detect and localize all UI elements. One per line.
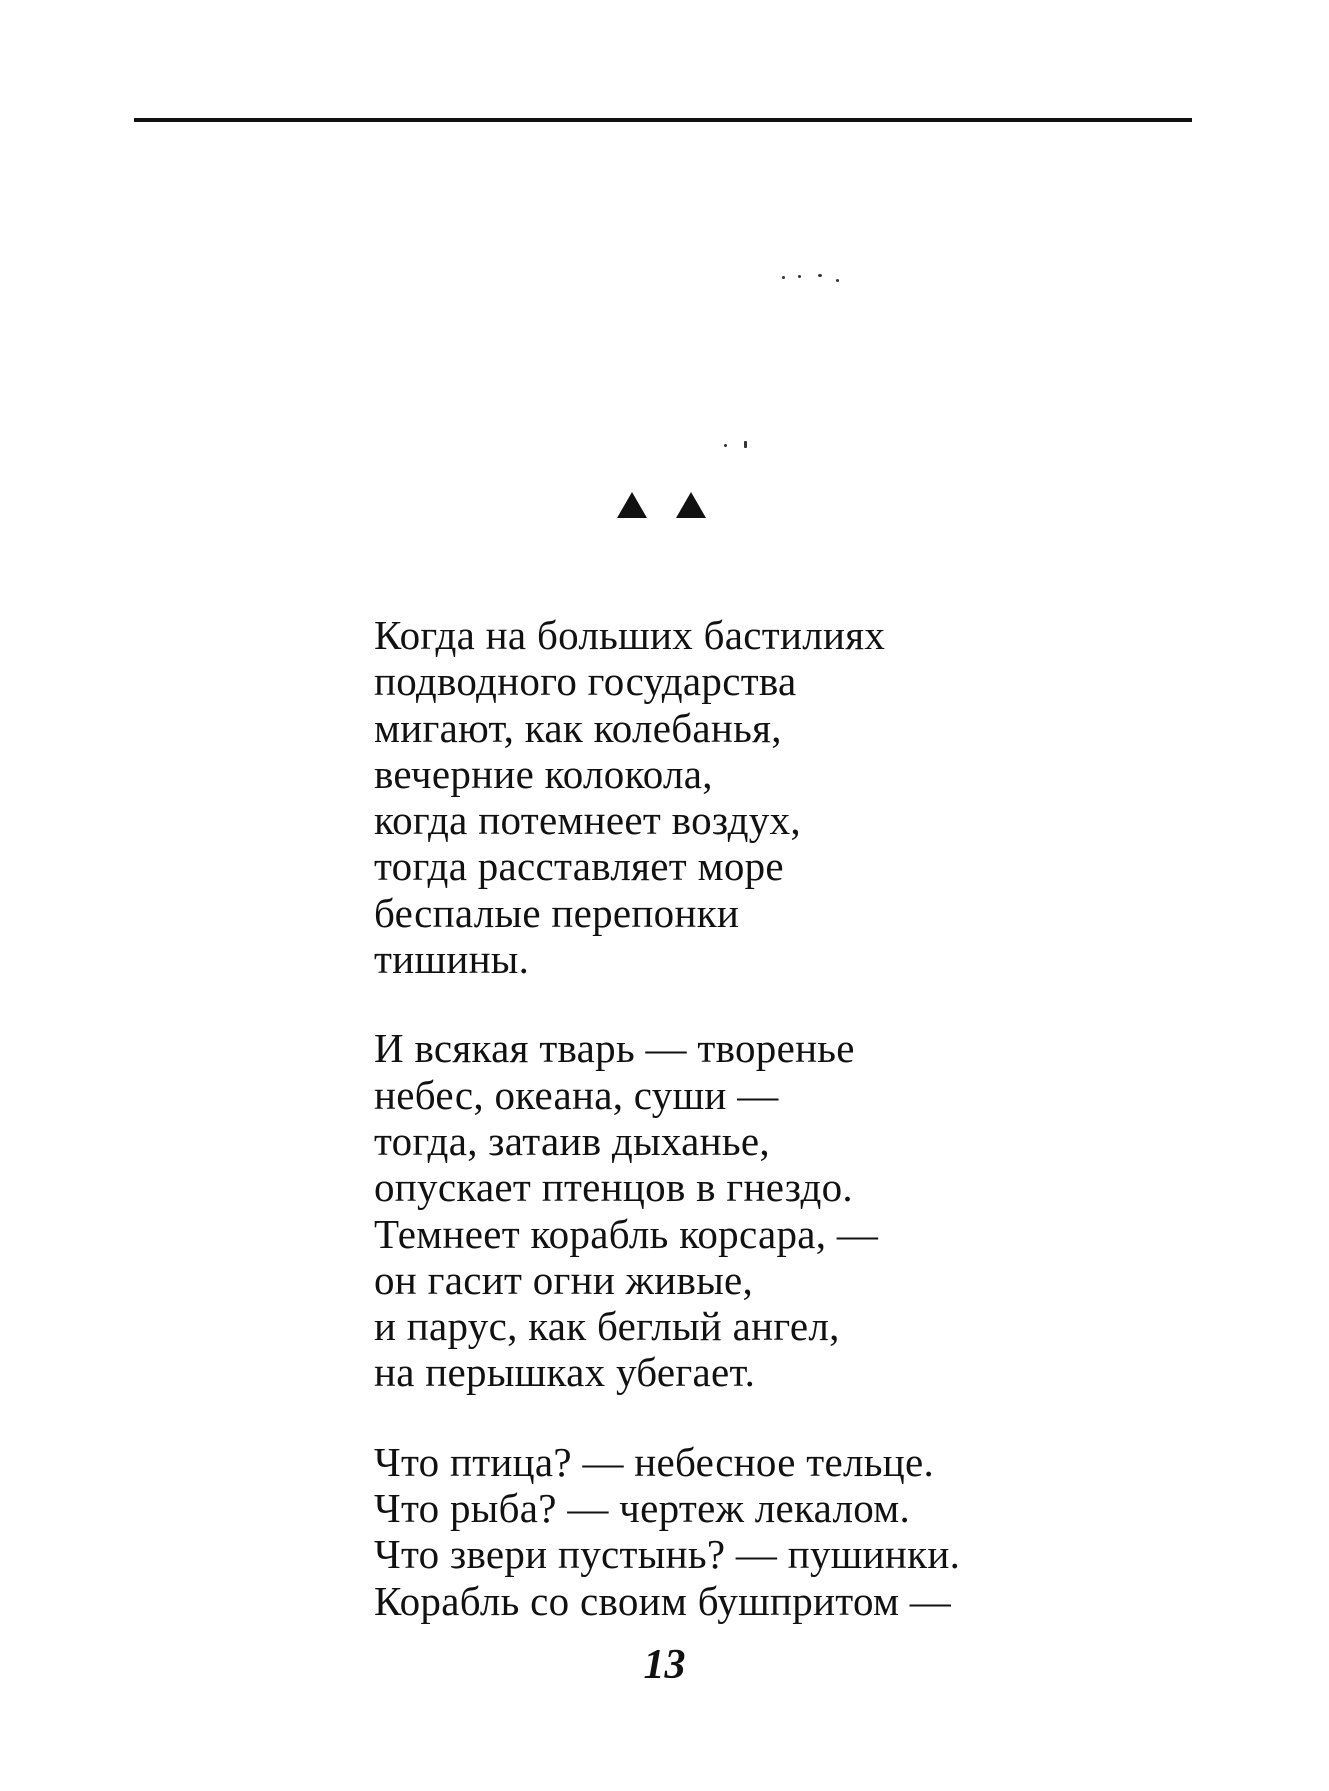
poem-line: Темнеет корабль корсара, — — [374, 1210, 879, 1257]
poem-line: тогда, затаив дыханье, — [374, 1117, 770, 1164]
poem-line: и парус, как беглый ангел, — [374, 1303, 840, 1350]
poem-line: когда потемнеет воздух, — [374, 797, 801, 844]
poem-line: опускает птенцов в гнездо. — [374, 1164, 853, 1211]
triangle-right — [676, 492, 706, 518]
double-triangle-ornament — [614, 490, 714, 520]
poem-line: И всякая тварь — творенье — [374, 1025, 855, 1072]
poem-line: он гасит огни живые, — [374, 1256, 754, 1303]
poem-line: Корабль со своим бушпритом — — [374, 1577, 952, 1624]
poem-line: тогда расставляет море — [374, 843, 784, 890]
scan-speck — [798, 275, 801, 278]
scan-speck — [818, 274, 822, 277]
double-triangle-icon — [614, 490, 714, 520]
page-number: 13 — [643, 1642, 686, 1688]
poem-line: Что рыба? — чертеж лекалом. — [374, 1485, 911, 1532]
poem-line: Что птица? — небесное тельце. — [374, 1438, 935, 1485]
poem — [374, 612, 1134, 1667]
poem-line: небес, океана, суши — — [374, 1071, 779, 1118]
poem-line: подводного государства — [374, 658, 797, 705]
poem-line: Когда на больших бастилиях — [374, 612, 886, 658]
triangle-left — [617, 492, 647, 518]
stanza-1 — [374, 612, 1134, 982]
poem-line: Что звери пустынь? — пушинки. — [374, 1531, 961, 1578]
poem-line: тишины. — [374, 936, 530, 983]
poem-line: вечерние колокола, — [374, 750, 713, 797]
poem-line: на перышках убегает. — [374, 1349, 756, 1396]
scan-speck — [724, 444, 727, 447]
stanza-3 — [374, 1439, 1134, 1624]
top-rule — [134, 118, 1192, 122]
poem-line: беспалые перепонки — [374, 889, 740, 936]
scan-speck — [744, 441, 747, 448]
stanza-2 — [374, 1025, 1134, 1395]
scan-speck — [782, 276, 785, 279]
poem-line: мигают, как колебанья, — [374, 704, 782, 751]
scan-speck — [836, 279, 839, 282]
